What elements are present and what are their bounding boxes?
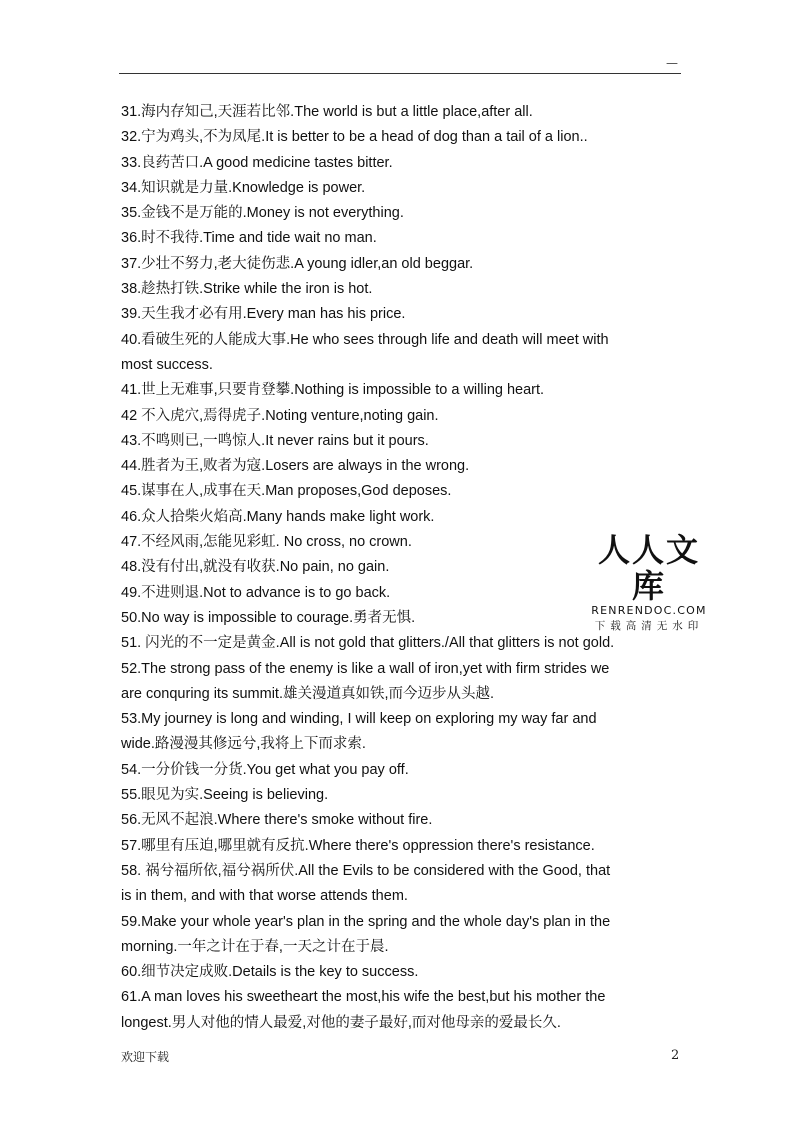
text-line: 46.众人拾柴火焰高.Many hands make light work. — [121, 508, 435, 525]
text-line: 31.海内存知己,天涯若比邻.The world is but a little place,after all. — [121, 104, 533, 120]
text-line: 40.看破生死的人能成大事.He who sees through life and death will meet with — [121, 331, 609, 348]
text-line: 53.My journey is long and winding, I will keep on exploring my way far and — [121, 711, 597, 728]
text-line: 32.宁为鸡头,不为凤尾.It is better to be a head of dog than a tail of a lion.. — [121, 129, 588, 146]
text-line: 42 不入虎穴,焉得虎子.Noting venture,noting gain. — [121, 407, 439, 424]
text-line: 61.A man loves his sweetheart the most,his wife the best,but his mother the — [121, 989, 606, 1006]
text-line: 58. 祸兮福所依,福兮祸所伏.All the Evils to be considered with the Good, that — [121, 862, 611, 879]
text-line: 49.不进则退.Not to advance is to go back. — [121, 584, 391, 601]
text-line: 37.少壮不努力,老大徒伤悲.A young idler,an old beggar. — [121, 255, 474, 272]
header-mark: — — [666, 56, 678, 70]
text-line: 34.知识就是力量.Knowledge is power. — [121, 179, 366, 196]
text-line: wide.路漫漫其修远兮,我将上下而求索. — [121, 736, 366, 753]
text-line: 35.金钱不是万能的.Money is not everything. — [121, 205, 404, 222]
text-line: 57.哪里有压迫,哪里就有反抗.Where there's oppression there's resistance. — [121, 837, 595, 854]
text-line: most success. — [121, 356, 213, 373]
text-line: 44.胜者为王,败者为寇.Losers are always in the wrong. — [121, 458, 470, 475]
text-line: 48.没有付出,就没有收获.No pain, no gain. — [121, 559, 390, 576]
text-line: 52.The strong pass of the enemy is like a wall of iron,yet with firm strides we — [121, 660, 610, 677]
text-line: morning.一年之计在于春,一天之计在于晨. — [121, 938, 389, 955]
text-line: 47.不经风雨,怎能见彩虹. No cross, no crown. — [121, 534, 412, 551]
watermark-subtitle: 下载高清无水印 — [594, 620, 704, 632]
text-line: 36.时不我待.Time and tide wait no man. — [121, 230, 377, 247]
text-line: 56.无风不起浪.Where there's smoke without fire. — [121, 812, 433, 829]
text-line: are conquring its summit.雄关漫道真如铁,而今迈步从头越. — [121, 685, 495, 702]
text-line: is in them, and with that worse attends them. — [121, 888, 408, 905]
watermark-url: RENRENDOC.COM — [591, 604, 707, 617]
text-line: 41.世上无难事,只要肯登攀.Nothing is impossible to a willing heart. — [121, 382, 545, 399]
text-line: 33.良药苦口.A good medicine tastes bitter. — [121, 154, 393, 171]
text-line: 51. 闪光的不一定是黄金.All is not gold that glitters./All that glitters is not gold. — [121, 635, 615, 652]
footer-text: 欢迎下载 — [121, 1050, 170, 1064]
text-line: 38.趁热打铁.Strike while the iron is hot. — [121, 281, 373, 298]
page-number: 2 — [671, 1048, 680, 1063]
watermark-title: 人人文库 — [597, 531, 700, 605]
text-line: 60.细节决定成败.Details is the key to success. — [121, 964, 419, 981]
header-rule — [119, 73, 681, 74]
text-line: 59.Make your whole year's plan in the spring and the whole day's plan in the — [121, 913, 611, 930]
text-line: 45.谋事在人,成事在天.Man proposes,God deposes. — [121, 483, 452, 500]
watermark-logo — [584, 532, 714, 634]
text-line: longest.男人对他的情人最爱,对他的妻子最好,而对他母亲的爱最长久. — [121, 1014, 561, 1031]
text-line: 55.眼见为实.Seeing is believing. — [121, 787, 329, 804]
text-line: 39.天生我才必有用.Every man has his price. — [121, 306, 406, 323]
text-line: 54.一分价钱一分货.You get what you pay off. — [121, 761, 409, 778]
text-line: 50.No way is impossible to courage.勇者无惧. — [121, 609, 416, 626]
text-line: 43.不鸣则已,一鸣惊人.It never rains but it pours. — [121, 432, 429, 449]
